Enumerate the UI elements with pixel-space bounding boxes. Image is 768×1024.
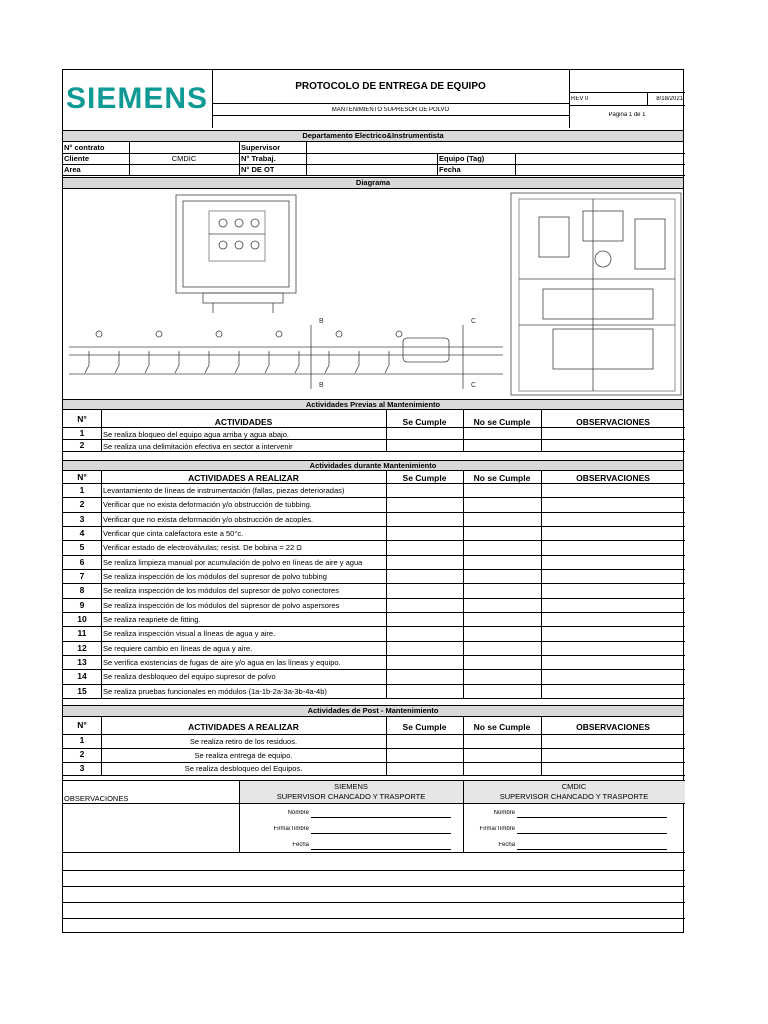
during-row-13-num: 13	[77, 658, 87, 667]
contrato-label: N° contrato	[64, 144, 105, 152]
diagram-label-c: C	[471, 318, 477, 325]
left-nombre-label: Nombre	[287, 810, 309, 816]
left-company: SIEMENS	[334, 783, 368, 791]
diagram-drawing	[63, 189, 685, 399]
observaciones-label: OBSERVACIONES	[64, 795, 129, 803]
during-row-2-text: Verificar que no exista deformación y/o obstrucción de tubbing.	[103, 501, 312, 509]
page-number: Pagina 1 de 1	[608, 112, 646, 118]
trabaj-label: N° Trabaj.	[241, 155, 276, 163]
during-col-no-cumple: No se Cumple	[473, 474, 531, 483]
post-row-1-num: 1	[79, 736, 85, 745]
document-subtitle: MANTENIMIENTO SUPRESOR DE POLVO	[331, 107, 450, 113]
pre-col-num: N°	[77, 415, 87, 424]
post-row-2-num: 2	[79, 750, 85, 759]
right-fecha-field[interactable]	[517, 837, 667, 849]
during-row-4-text: Verificar que cinta calefactora este a 50°c.	[103, 530, 244, 538]
right-nombre-field[interactable]	[517, 805, 667, 817]
cliente-value: CMDIC	[171, 155, 197, 163]
pre-row-2-num: 2	[79, 441, 85, 450]
post-col-cumple: Se Cumple	[402, 723, 447, 732]
during-row-5-num: 5	[79, 543, 85, 552]
during-row-7-num: 7	[79, 572, 85, 581]
area-label: Area	[64, 166, 81, 174]
document-title: PROTOCOLO DE ENTREGA DE EQUIPO	[295, 82, 486, 92]
right-fecha-label: Fecha	[498, 842, 515, 848]
post-row-3-text: Se realiza desbloqueo del Equipos.	[184, 765, 303, 773]
post-row-2-text: Se realiza entrega de equipo.	[194, 752, 293, 760]
during-col-num: N°	[77, 473, 87, 482]
during-row-6-text: Se realiza limpieza manual por acumulación de polvo en líneas de aire y agua	[103, 559, 363, 567]
during-row-15-text: Se realiza pruebas funcionales en módulos (1a-1b-2a-3a-3b-4a-4b)	[103, 688, 327, 696]
equipo-label: Equipo (Tag)	[439, 155, 485, 163]
post-col-num: N°	[77, 721, 87, 730]
pre-row-2-text: Se realiza una delimitación efectiva en sector a intervenir	[103, 443, 293, 451]
ot-label: N° DE OT	[241, 166, 275, 174]
pre-col-observaciones: OBSERVACIONES	[576, 418, 650, 427]
post-band: Actividades de Post - Mantenimiento	[63, 705, 683, 717]
revision: REV 0	[571, 96, 589, 102]
post-col-no-cumple: No se Cumple	[473, 723, 531, 732]
during-row-6-num: 6	[79, 558, 85, 567]
pre-col-no-cumple: No se Cumple	[473, 418, 531, 427]
right-firma-field[interactable]	[517, 821, 667, 833]
left-nombre-field[interactable]	[311, 805, 451, 817]
right-company: CMDIC	[561, 783, 587, 791]
during-row-1-num: 1	[79, 486, 85, 495]
during-row-13-text: Se verifica existencias de fugas de aire y/o agua en las líneas y equipo.	[103, 659, 341, 667]
during-row-10-num: 10	[77, 615, 87, 624]
diagram-label-b-lower: B	[319, 382, 324, 389]
left-fecha-field[interactable]	[311, 837, 451, 849]
pre-band: Actividades Previas al Mantenimiento	[63, 399, 683, 410]
protocol-sheet	[62, 69, 684, 933]
post-col-observaciones: OBSERVACIONES	[576, 723, 650, 732]
right-role: SUPERVISOR CHANCADO Y TRASPORTE	[499, 793, 649, 801]
left-firma-label: Firma/Timbre	[273, 826, 309, 832]
during-row-14-num: 14	[77, 672, 87, 681]
pre-row-1-text: Se realiza bloqueo del equipo agua arriba y agua abajo.	[103, 431, 289, 439]
diagram-label-b: B	[319, 318, 324, 325]
during-col-observaciones: OBSERVACIONES	[576, 474, 650, 483]
during-row-4-num: 4	[79, 529, 85, 538]
diagram-band: Diagrama	[63, 177, 683, 189]
during-row-1-text: Levantamiento de líneas de instrumentación (fallas, piezas deterioradas)	[103, 487, 345, 495]
pre-row-1-num: 1	[79, 429, 85, 438]
equipment-diagram	[63, 189, 685, 399]
cliente-label: Cliente	[64, 155, 90, 163]
during-row-11-text: Se realiza inspección visual a líneas de agua y aire.	[103, 630, 276, 638]
diagram-label-c-lower: C	[471, 382, 477, 389]
during-band: Actividades durante Mantenimiento	[63, 460, 683, 471]
post-col-activities: ACTIVIDADES A REALIZAR	[188, 723, 299, 732]
supervisor-label: Supervisor	[241, 144, 281, 152]
left-fecha-label: Fecha	[292, 842, 309, 848]
during-row-14-text: Se realiza desbloqueo del equipo supresor de polvo	[103, 673, 276, 681]
during-row-3-text: Verificar que no exista deformación y/o obstrucción de acoples.	[103, 516, 314, 524]
during-row-8-text: Se realiza inspección de los módulos del supresor de polvo conectores	[103, 587, 339, 595]
during-row-9-num: 9	[79, 601, 85, 610]
revision-date: 8/18/2021	[656, 96, 683, 102]
during-row-7-text: Se realiza inspección de los módulos del supresor de polvo tubbing	[103, 573, 327, 581]
pre-col-activities: ACTIVIDADES	[214, 418, 273, 427]
pre-col-cumple: Se Cumple	[402, 418, 447, 427]
during-row-15-num: 15	[77, 687, 87, 696]
post-row-3-num: 3	[79, 764, 85, 773]
during-row-12-num: 12	[77, 644, 87, 653]
left-role: SUPERVISOR CHANCADO Y TRASPORTE	[276, 793, 426, 801]
during-row-10-text: Se realiza reapriete de fitting.	[103, 616, 201, 624]
right-nombre-label: Nombre	[493, 810, 515, 816]
during-row-3-num: 3	[79, 515, 85, 524]
siemens-logo: SIEMENS	[66, 82, 209, 115]
during-row-11-num: 11	[77, 629, 87, 638]
during-row-12-text: Se requiere cambio en líneas de agua y aire.	[103, 645, 253, 653]
during-row-2-num: 2	[79, 500, 85, 509]
department-band: Departamento Electrico&Instrumentista	[63, 130, 683, 142]
post-row-1-text: Se realiza retiro de los residuos.	[189, 738, 298, 746]
during-col-activities: ACTIVIDADES A REALIZAR	[188, 474, 299, 483]
during-row-5-text: Verificar estado de electroválvulas; resist. De bobina = 22 Ω	[103, 544, 302, 552]
left-firma-field[interactable]	[311, 821, 451, 833]
during-row-9-text: Se realiza inspección de los módulos del supresor de polvo aspersores	[103, 602, 340, 610]
during-row-8-num: 8	[79, 586, 85, 595]
fecha-label: Fecha	[439, 166, 461, 174]
during-col-cumple: Se Cumple	[402, 474, 447, 483]
right-firma-label: Firma/Timbre	[479, 826, 515, 832]
